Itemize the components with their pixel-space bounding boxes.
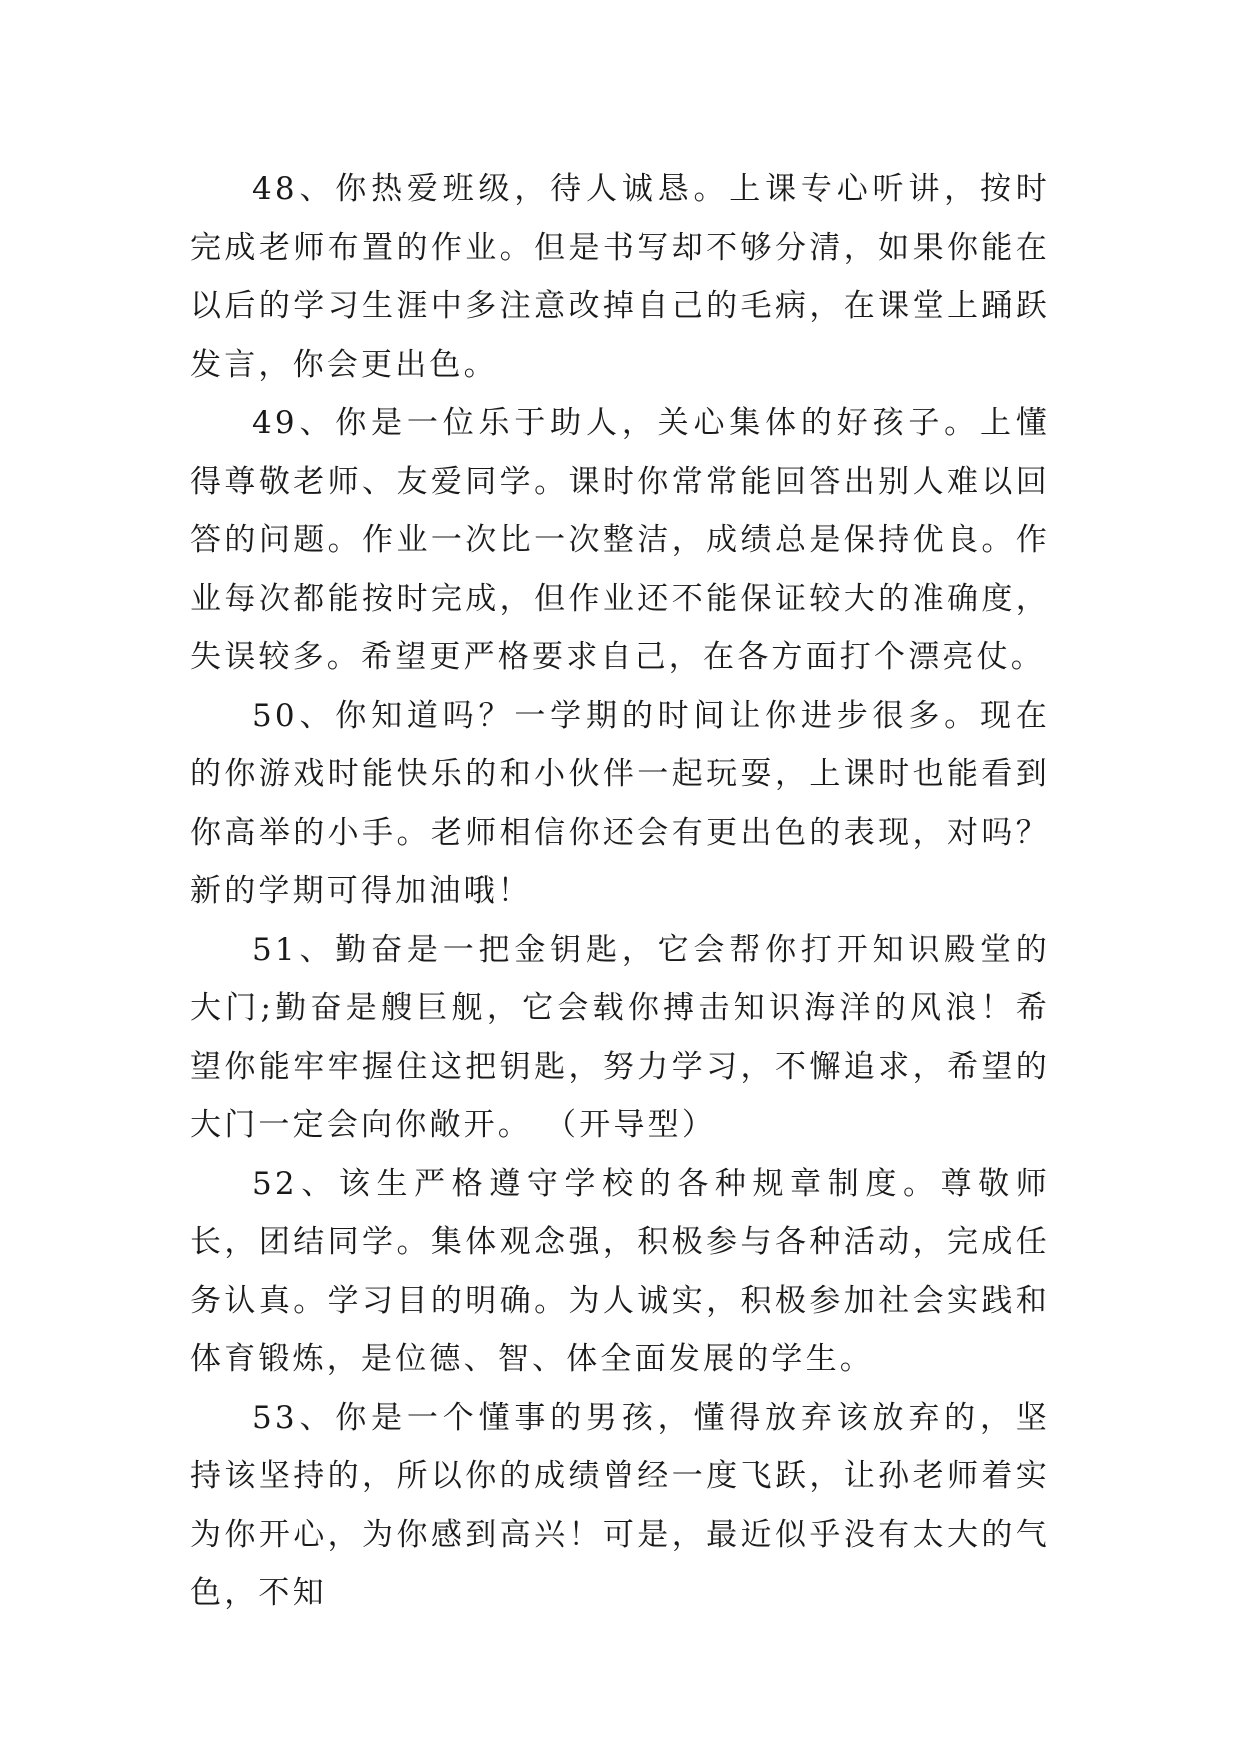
comment-paragraph-52: 52、该生严格遵守学校的各种规章制度。尊敬师长，团结同学。集体观念强，积极参与各种活动，完成任务认真。学习目的明确。为人诚实，积极参加社会实践和体育锻炼，是位德、智、体全面发展的学生。 xyxy=(190,1165,1050,1377)
comment-paragraph-53: 53、你是一个懂事的男孩，懂得放弃该放弃的，坚持该坚持的，所以你的成绩曾经一度飞跃，让孙老师着实为你开心，为你感到高兴！可是，最近似乎没有太大的气色，不知 xyxy=(190,1399,1050,1611)
document-body xyxy=(190,160,1050,1623)
comment-paragraph-49: 49、你是一位乐于助人，关心集体的好孩子。上懂得尊敬老师、友爱同学。课时你常常能回答出别人难以回答的问题。作业一次比一次整洁，成绩总是保持优良。作业每次都能按时完成，但作业还不能保证较大的准确度，失误较多。希望更严格要求自己，在各方面打个漂亮仗。 xyxy=(190,405,1050,675)
comment-paragraph-50: 50、你知道吗？一学期的时间让你进步很多。现在的你游戏时能快乐的和小伙伴一起玩耍，上课时也能看到你高举的小手。老师相信你还会有更出色的表现，对吗？新的学期可得加油哦！ xyxy=(190,697,1050,909)
comment-paragraph-48: 48、你热爱班级，待人诚恳。上课专心听讲，按时完成老师布置的作业。但是书写却不够分清，如果你能在以后的学习生涯中多注意改掉自己的毛病，在课堂上踊跃发言，你会更出色。 xyxy=(190,171,1050,383)
comment-paragraph-51: 51、勤奋是一把金钥匙，它会帮你打开知识殿堂的大门;勤奋是艘巨舰，它会载你搏击知识海洋的风浪！希望你能牢牢握住这把钥匙，努力学习，不懈追求，希望的大门一定会向你敞开。 （开导型） xyxy=(190,931,1050,1143)
